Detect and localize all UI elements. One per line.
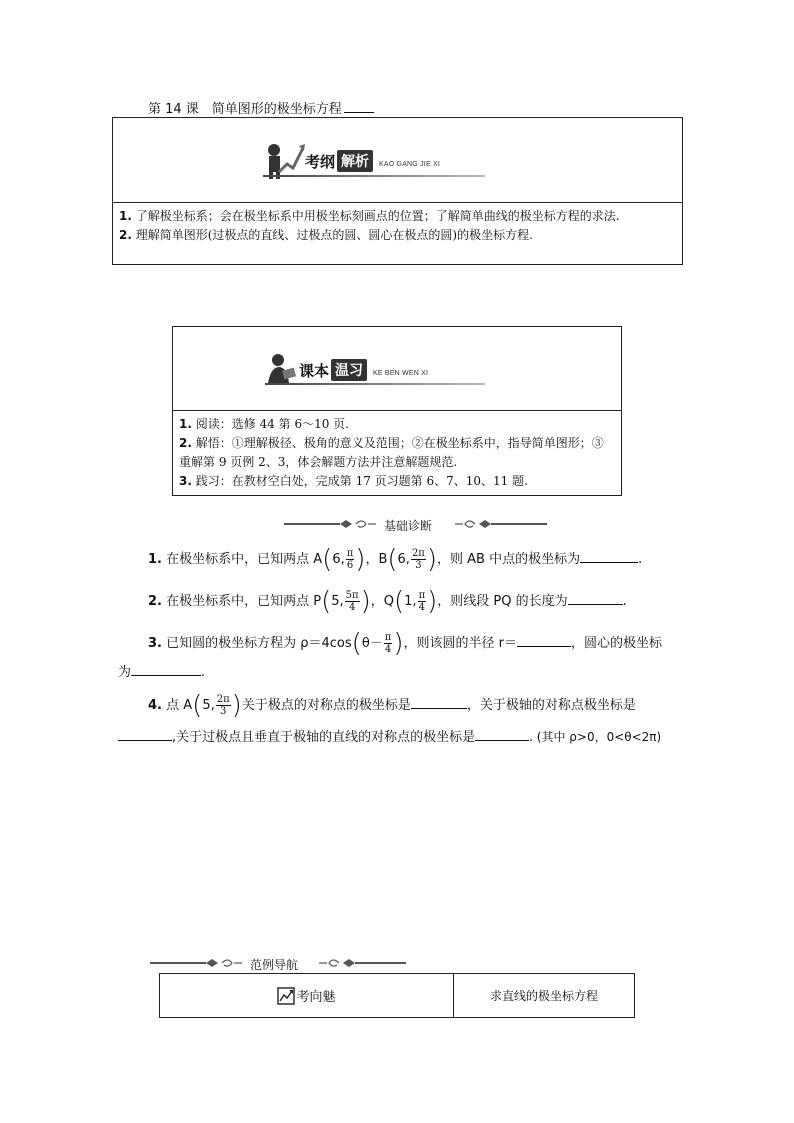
example-table-left-char: 魅 bbox=[322, 990, 336, 1005]
syllabus-banner-tag: 解析 bbox=[337, 150, 373, 172]
syllabus-box bbox=[112, 117, 683, 265]
review-item: 2. 解悟：①理解极径、极角的意义及范围；②在极坐标系中，指导简单图形；③重解第 9 页例 2、3，体会解题方法并注意解题规范. bbox=[179, 436, 604, 469]
syllabus-banner-pinyin: KAO GANG JIE XI bbox=[379, 160, 440, 168]
review-item: 1. 阅读：选修 44 第 6～10 页. bbox=[179, 417, 349, 431]
example-table-right: 求直线的极坐标方程 bbox=[489, 989, 598, 1003]
answer-blank[interactable] bbox=[131, 663, 201, 676]
student-reading-icon bbox=[265, 353, 299, 387]
lesson-title bbox=[148, 98, 374, 119]
section-examples-title: 范例导航 bbox=[250, 958, 299, 972]
question-4-line2: ,关于过极点且垂直于极轴的直线的对称点的极坐标是 . (其中 ρ>0，0<θ<2π) bbox=[118, 727, 661, 748]
example-table-left-label: 考向 bbox=[296, 990, 323, 1005]
lesson-title-tail bbox=[344, 102, 374, 113]
syllabus-banner-cn: 考纲 bbox=[305, 152, 336, 171]
review-banner-tag: 温习 bbox=[331, 359, 367, 381]
review-body bbox=[173, 411, 621, 495]
syllabus-header bbox=[113, 118, 682, 203]
review-banner-cn: 课本 bbox=[299, 361, 330, 380]
question-1: 1. 在极坐标系中，已知两点 A(6, $\frac{\pi}{6}$ )，B(6, $\frac{2\pi}{3}$ )，则 AB 中点的极坐标为 . bbox=[148, 544, 643, 575]
answer-blank[interactable] bbox=[517, 634, 571, 647]
ornament-left-icon bbox=[284, 518, 379, 530]
section-diagnosis-title: 基础诊断 bbox=[384, 519, 433, 533]
answer-blank[interactable] bbox=[568, 592, 623, 605]
answer-blank[interactable] bbox=[580, 550, 638, 563]
answer-blank[interactable] bbox=[118, 728, 172, 741]
trend-chart-icon bbox=[277, 987, 295, 1005]
review-box bbox=[172, 326, 622, 496]
question-2: 2. 在极坐标系中，已知两点 P(5, $\frac{5\pi}{4}$ )，Q(1, $\frac{\pi}{4}$ )，则线段 PQ 的长度为 . bbox=[148, 586, 627, 617]
review-header bbox=[173, 327, 621, 411]
example-table bbox=[159, 973, 635, 1018]
answer-blank[interactable] bbox=[475, 728, 529, 741]
ornament-right-icon bbox=[452, 518, 547, 530]
question-4: 4. 点 A(5, $\frac{2\pi}{3}$ )关于极点的对称点的极坐标是 ，关于极轴的对称点极坐标是 bbox=[148, 690, 636, 721]
answer-blank[interactable] bbox=[411, 696, 467, 709]
lesson-title-text: 第 14 课 简单图形的极坐标方程 bbox=[148, 98, 344, 119]
question-3-line2: 为 . bbox=[118, 665, 206, 680]
review-banner-rule bbox=[265, 383, 485, 385]
example-table-left bbox=[160, 974, 454, 1017]
syllabus-item: 2. 理解简单图形(过极点的直线、过极点的圆、圆心在极点的圆)的极坐标方程. bbox=[119, 228, 533, 242]
ornament-right-icon bbox=[316, 957, 406, 969]
syllabus-item: 1. 了解极坐标系；会在极坐标系中用极坐标刻画点的位置；了解简单曲线的极坐标方程的求法. bbox=[119, 209, 620, 223]
review-banner-pinyin: KE BEN WEN XI bbox=[373, 369, 429, 377]
syllabus-banner-rule bbox=[263, 175, 485, 177]
question-3: 3. 已知圆的极坐标方程为 ρ＝4cos(θ－ $\frac{\pi}{4}$ )，则该圆的半径 r＝ ，圆心的极坐标 bbox=[148, 628, 663, 659]
review-banner bbox=[265, 353, 428, 387]
ornament-left-icon bbox=[150, 957, 245, 969]
syllabus-body bbox=[113, 203, 682, 249]
review-item: 3. 践习：在教材空白处，完成第 17 页习题第 6、7、10、11 题. bbox=[179, 474, 528, 488]
